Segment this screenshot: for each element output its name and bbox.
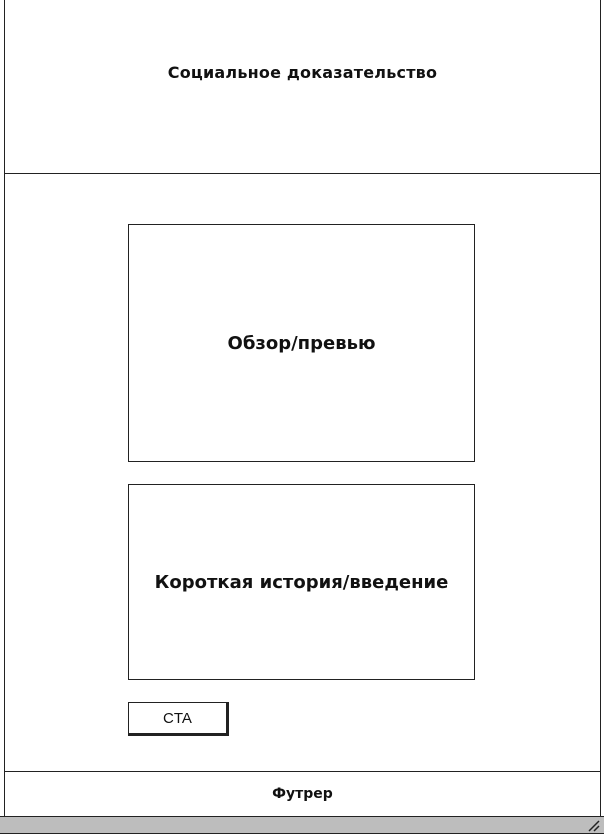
preview-placeholder xyxy=(128,224,475,462)
footer xyxy=(4,771,601,816)
cta-button[interactable]: CTA xyxy=(128,702,229,736)
social-proof-section xyxy=(4,0,601,174)
preview-label: Обзор/превью xyxy=(227,332,376,354)
resize-grip-icon[interactable] xyxy=(586,818,600,832)
story-label: Короткая история/введение xyxy=(154,571,449,593)
bottom-scrollbar xyxy=(0,816,604,834)
social-proof-label: Социальное доказательство xyxy=(167,63,438,82)
footer-label: Футрер xyxy=(272,786,333,802)
story-placeholder xyxy=(128,484,475,680)
